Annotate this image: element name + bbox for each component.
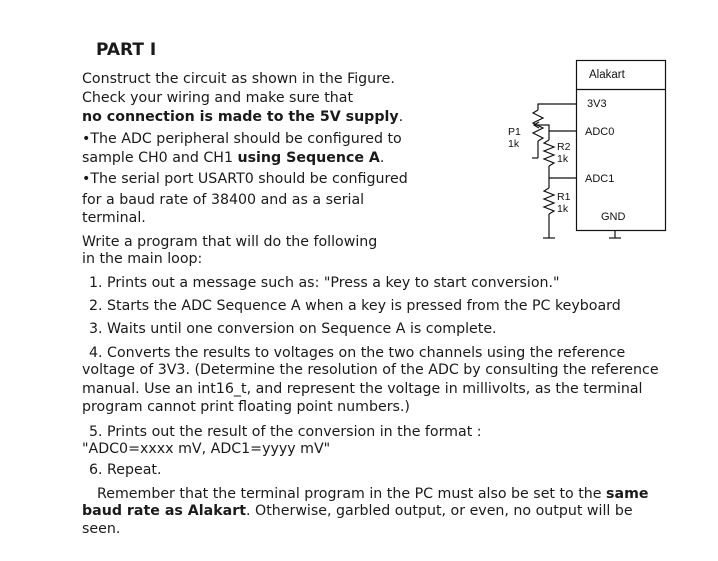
bullet-1-line-1: •The ADC peripheral should be configured to bbox=[82, 131, 402, 147]
intro-line-2: Check your wiring and make sure that bbox=[82, 90, 354, 106]
step-2: 2. Starts the ADC Sequence A when a key is pressed from the PC keyboard bbox=[89, 298, 621, 314]
step-4-line-4: program cannot print floating point numbers.) bbox=[82, 399, 410, 415]
step-4-line-3: manual. Use an int16_t, and represent the voltage in millivolts, as the terminal bbox=[82, 381, 643, 397]
program-intro-line-2: in the main loop: bbox=[82, 251, 203, 267]
program-intro-line-1: Write a program that will do the following bbox=[82, 234, 378, 250]
step-3: 3. Waits until one conversion on Sequence A is complete. bbox=[89, 321, 497, 337]
step-5-line-1: 5. Prints out the result of the conversion in the format : bbox=[89, 424, 482, 440]
wire-adc1 bbox=[549, 166, 577, 178]
intro-line-1: Construct the circuit as shown in the Figure. bbox=[82, 71, 395, 87]
intro-line-3-end: . bbox=[398, 109, 404, 125]
bullet-1-line-2 bbox=[82, 149, 384, 167]
pin-3v3: 3V3 bbox=[587, 98, 607, 110]
note-line-2-end: . Otherwise, garbled output, or even, no output will be bbox=[246, 503, 633, 519]
bullet-1-line-2-start: sample CH0 and CH1 bbox=[82, 150, 238, 166]
bullet-2-line-1: •The serial port USART0 should be configured bbox=[82, 171, 408, 187]
pin-adc0: ADC0 bbox=[585, 126, 615, 138]
note-bold-baud: baud rate as Alakart bbox=[82, 503, 247, 519]
wire-p1-wiper bbox=[545, 125, 577, 131]
alakart-board bbox=[577, 61, 666, 231]
note-line-3: seen. bbox=[82, 521, 121, 537]
r1-name: R1 bbox=[557, 191, 571, 203]
page-title: PART I bbox=[96, 40, 157, 60]
resistor-r2 bbox=[544, 140, 554, 166]
warning-text: no connection is made to the 5V supply bbox=[82, 109, 399, 125]
step-4-line-2: voltage of 3V3. (Determine the resolution of the ADC by consulting the reference bbox=[82, 362, 659, 378]
pin-gnd: GND bbox=[601, 211, 626, 223]
circuit-figure bbox=[440, 52, 680, 257]
p1-name: P1 bbox=[508, 126, 521, 138]
wire-3v3 bbox=[538, 104, 577, 110]
resistor-r1 bbox=[544, 188, 554, 214]
r2-value: 1k bbox=[557, 153, 569, 165]
step-1: 1. Prints out a message such as: "Press a key to start conversion." bbox=[89, 275, 560, 291]
r2-name: R2 bbox=[557, 141, 571, 153]
intro-line-3 bbox=[82, 108, 403, 126]
note-line-1 bbox=[97, 485, 648, 503]
bullet-2-line-3: terminal. bbox=[82, 210, 146, 226]
board-label: Alakart bbox=[589, 69, 625, 81]
p1-value: 1k bbox=[508, 138, 520, 150]
bullet-2-line-2: for a baud rate of 38400 and as a serial bbox=[82, 192, 365, 208]
step-5-format: "ADC0=xxxx mV, ADC1=yyyy mV" bbox=[82, 441, 331, 457]
pin-adc1: ADC1 bbox=[585, 173, 615, 185]
bullet-1-line-2-end: . bbox=[379, 150, 385, 166]
note-line-2 bbox=[82, 502, 633, 520]
note-bold-same: same bbox=[606, 486, 649, 502]
r1-value: 1k bbox=[557, 203, 569, 215]
sequence-a-text: using Sequence A bbox=[237, 150, 380, 166]
step-4-line-1: 4. Converts the results to voltages on the two channels using the reference bbox=[89, 345, 626, 361]
note-line-1-start: Remember that the terminal program in the PC must also be set to the bbox=[97, 486, 607, 502]
step-6: 6. Repeat. bbox=[89, 462, 162, 478]
